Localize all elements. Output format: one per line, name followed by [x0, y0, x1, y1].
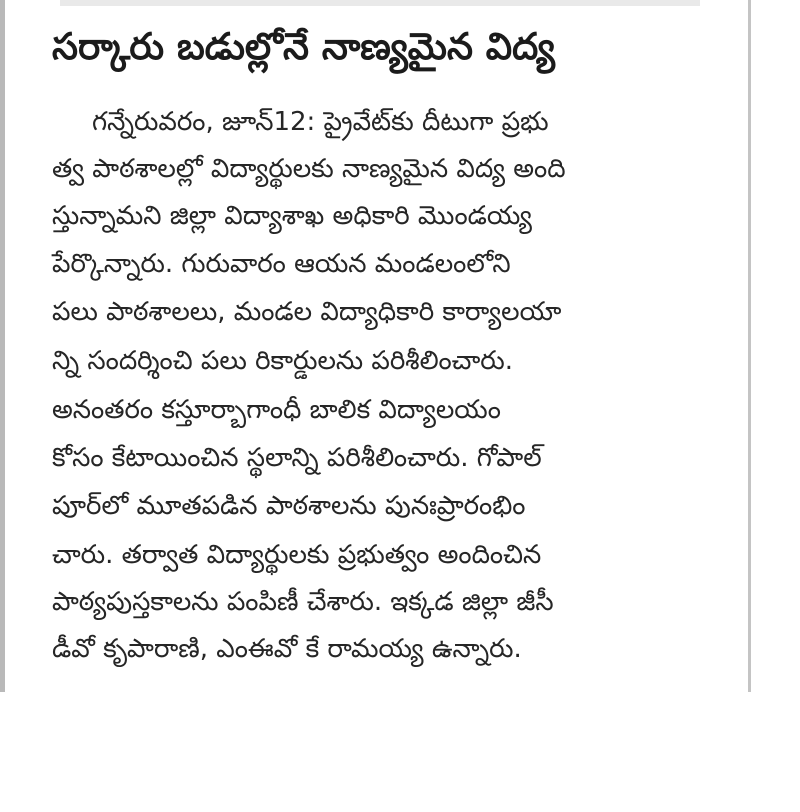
article-line: త్వ పాఠశాలల్లో విద్యార్థులకు నాణ్యమైన విద్య అంది	[52, 154, 566, 184]
left-column-rule	[0, 0, 5, 692]
article-line: చారు. తర్వాత విద్యార్థులకు ప్రభుత్వం అందించిన	[52, 540, 542, 570]
article-line: స్తున్నామని జిల్లా విద్యాశాఖ అధికారి మొండయ్య	[52, 201, 532, 231]
article-line: పలు పాఠశాలలు, మండల విద్యాధికారి కార్యాలయా	[52, 297, 562, 327]
article-line: పేర్కొన్నారు. గురువారం ఆయన మండలంలోని	[52, 249, 511, 279]
article-line: డీవో కృపారాణి, ఎంఈవో కే రామయ్య ఉన్నారు.	[52, 634, 522, 664]
article-line: కోసం కేటాయించిన స్థలాన్ని పరిశీలించారు. గోపాల్	[52, 443, 542, 473]
article-headline: సర్కారు బడుల్లోనే నాణ్యమైన విద్య	[52, 25, 555, 68]
article-line: గన్నేరువరం, జూన్12: ప్రైవేట్‌కు దీటుగా ప్రభు	[92, 107, 549, 137]
article-line: న్ని సందర్శించి పలు రికార్డులను పరిశీలించారు.	[52, 346, 513, 376]
article-line: పూర్‌లో మూతపడిన పాఠశాలను పునఃప్రారంభిం	[52, 491, 526, 521]
top-edge-shadow	[60, 0, 700, 6]
article-line: అనంతరం కస్తూర్బాగాంధీ బాలిక విద్యాలయం	[52, 395, 501, 425]
article-line: పాఠ్యపుస్తకాలను పంపిణీ చేశారు. ఇక్కడ జిల్లా జీసీ	[52, 587, 554, 617]
right-column-rule	[748, 0, 751, 692]
